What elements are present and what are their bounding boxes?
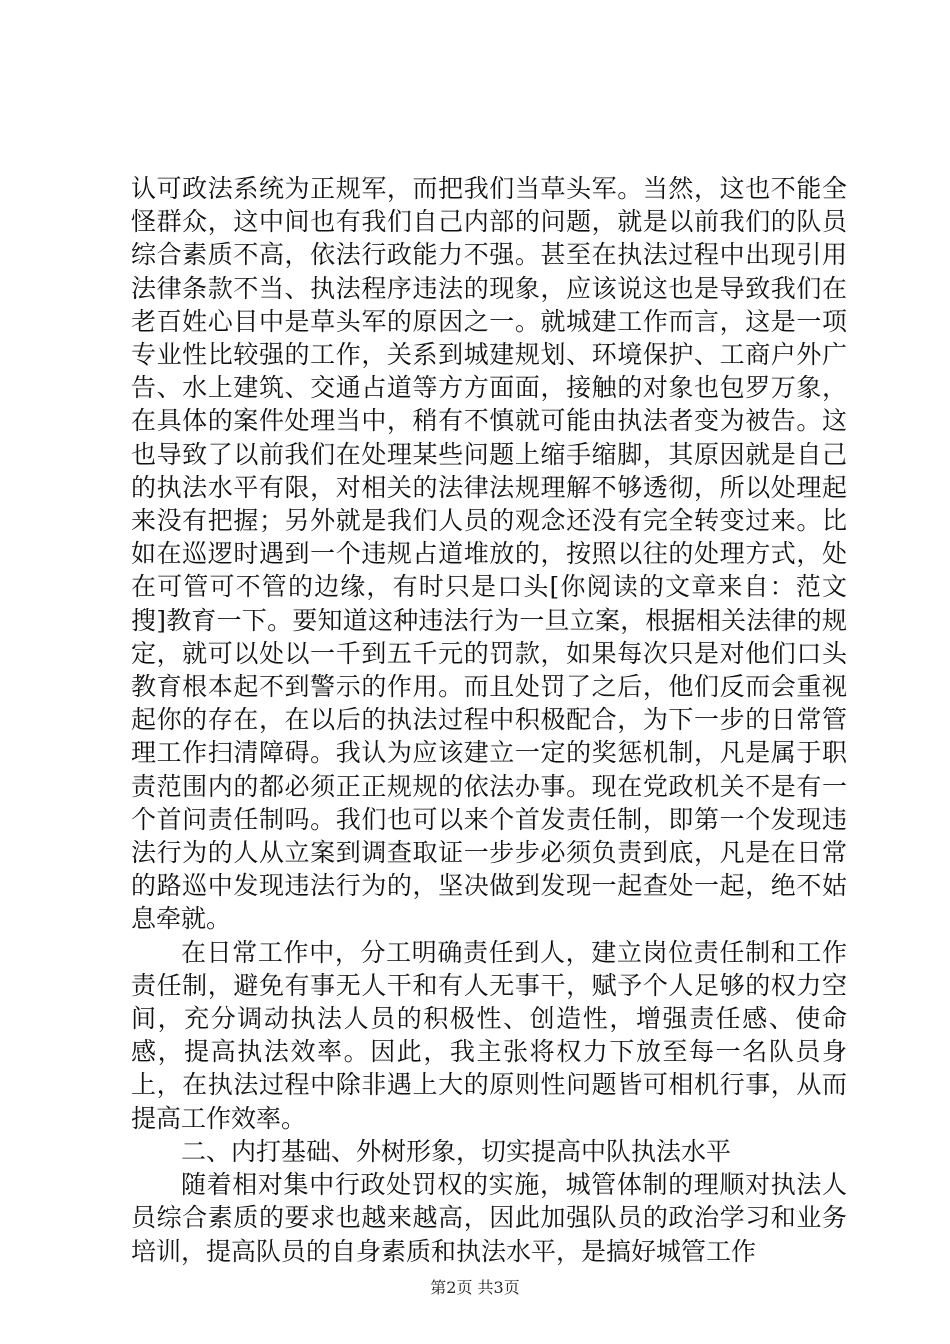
section-heading: 二、内打基础、外树形象，切实提高中队执法水平	[181, 1136, 732, 1166]
paragraph-2: 在日常工作中，分工明确责任到人，建立岗位责任制和工作责任制，避免有事无人干和有人无事干，赋予个人足够的权力空间，充分调动执法人员的积极性、创造性，增强责任感、使命感，提高执法效率。因此，我主张将权力下放至每一名队员身上，在执法过程中除非遇上大的原则性问题皆可相机行事，从而提高工作效率。	[131, 937, 847, 1133]
page-number-footer: 第2页 共3页	[430, 1278, 520, 1297]
document-body	[131, 172, 847, 1268]
paragraph-3: 随着相对集中行政处罚权的实施，城管体制的理顺对执法人员综合素质的要求也越来越高，因此加强队员的政治学习和业务培训，提高队员的自身素质和执法水平，是搞好城管工作	[131, 1170, 847, 1266]
paragraph-1: 认可政法系统为正规军，而把我们当草头军。当然，这也不能全怪群众，这中间也有我们自己内部的问题，就是以前我们的队员综合素质不高，依法行政能力不强。甚至在执法过程中出现引用法律条款不当、执法程序违法的现象，应该说这也是导致我们在老百姓心目中是草头军的原因之一。就城建工作而言，这是一项专业性比较强的工作，关系到城建规划、环境保护、工商户外广告、水上建筑、交通占道等方方面面，接触的对象也包罗万象，在具体的案件处理当中，稍有不慎就可能由执法者变为被告。这也导致了以前我们在处理某些问题上缩手缩脚，其原因就是自己的执法水平有限，对相关的法律法规理解不够透彻，所以处理起来没有把握；另外就是我们人员的观念还没有完全转变过来。比如在巡逻时遇到一个违规占道堆放的，按照以往的处理方式，处在可管可不管的边缘，有时只是口头[你阅读的文章来自：范文搜]教育一下。要知道这种违法行为一旦立案，根据相关法律的规定，就可以处以一千到五千元的罚款，如果每次只是对他们口头教育根本起不到警示的作用。而且处罚了之后，他们反而会重视起你的存在，在以后的执法过程中积极配合，为下一步的日常管理工作扫清障碍。我认为应该建立一定的奖惩机制，凡是属于职责范围内的都必须正正规规的依法办事。现在党政机关不是有一个首问责任制吗。我们也可以来个首发责任制，即第一个发现违法行为的人从立案到调查取证一步步必须负责到底，凡是在日常的路巡中发现违法行为的，坚决做到发现一起查处一起，绝不姑息牵就。	[131, 174, 847, 934]
